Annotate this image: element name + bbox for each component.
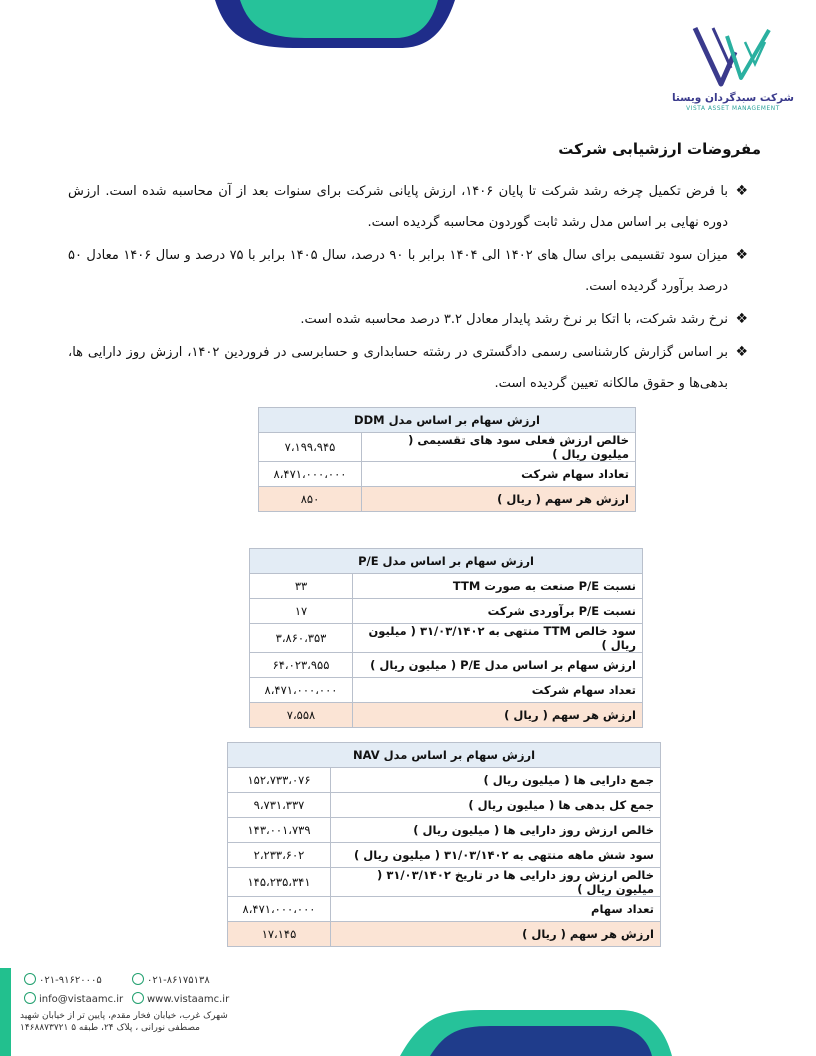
vista-logo-icon [691, 22, 775, 92]
row-label: سود خالص TTM منتهی به ۳۱/۰۳/۱۴۰۲ ( میلیون ریال ) [353, 624, 643, 653]
list-item-text: بر اساس گزارش کارشناسی رسمی دادگستری در رشته حسابداری و حسابرسی در فروردین ۱۴۰۲، ارزش روز دارایی ها، بدهی‌ها و حقوق مالکانه تعیین گردیده است. [68, 345, 728, 391]
table-row [228, 868, 661, 897]
email-icon [24, 992, 36, 1004]
list-item [68, 240, 748, 302]
list-item-text: نرخ رشد شرکت، با اتکا بر نرخ رشد پایدار معادل ۳.۲ درصد محاسبه شده است. [300, 312, 728, 327]
row-label: نسبت P/E برآوردی شرکت [353, 599, 643, 624]
row-value: ۱۷ [250, 599, 353, 624]
row-value: ۸،۴۷۱،۰۰۰،۰۰۰ [259, 462, 362, 487]
footer-website-link[interactable]: www.vistaamc.ir [132, 993, 229, 1005]
address-line-2: مصطفی نورانی ، پلاک ۲۴، طبقه ۵ ۱۴۶۸۸۷۳۷۲۱ [20, 1022, 200, 1033]
row-label: ارزش هر سهم ( ریال ) [353, 703, 643, 728]
table-row [250, 653, 643, 678]
row-value: ۸،۴۷۱،۰۰۰،۰۰۰ [228, 897, 331, 922]
footer-phone-2[interactable]: ۰۲۱-۸۶۱۷۵۱۳۸ [132, 974, 210, 986]
row-value: ۸۵۰ [259, 487, 362, 512]
list-item [68, 176, 748, 238]
table-row-highlight [259, 487, 636, 512]
row-value: ۸،۴۷۱،۰۰۰،۰۰۰ [250, 678, 353, 703]
list-item [68, 337, 748, 399]
row-value: ۱۴۳،۰۰۱،۷۳۹ [228, 818, 331, 843]
row-value: ۹،۷۳۱،۳۳۷ [228, 793, 331, 818]
row-value: ۱۴۵،۲۳۵،۳۴۱ [228, 868, 331, 897]
row-label: تعداد سهام شرکت [353, 678, 643, 703]
row-label: سود شش ماهه منتهی به ۳۱/۰۳/۱۴۰۲ ( میلیون ریال ) [331, 843, 661, 868]
row-label: ارزش هر سهم ( ریال ) [331, 922, 661, 947]
table-row [250, 574, 643, 599]
row-label: جمع دارایی ها ( میلیون ریال ) [331, 768, 661, 793]
table-row [228, 843, 661, 868]
list-item-text: میزان سود تقسیمی برای سال های ۱۴۰۲ الی ۱۴۰۴ برابر با ۹۰ درصد، سال ۱۴۰۵ برابر با ۷۵ درصد و سال ۱۴۰۶ معادل ۵۰ درصد برآورد گردیده است. [68, 248, 729, 294]
diamond-bullet-icon: ❖ [735, 247, 748, 263]
diamond-bullet-icon: ❖ [735, 311, 748, 327]
row-label: خالص ارزش روز دارایی ها ( میلیون ریال ) [331, 818, 661, 843]
row-label: تعداد سهام [331, 897, 661, 922]
row-label: ارزش سهام بر اساس مدل P/E ( میلیون ریال ) [353, 653, 643, 678]
table-title: ارزش سهام بر اساس مدل P/E [250, 549, 643, 574]
table-row-highlight [228, 922, 661, 947]
footer-accent-bar [0, 968, 11, 1056]
list-item-text: با فرض تکمیل چرخه رشد شرکت تا پایان ۱۴۰۶، ارزش پایانی شرکت برای سنوات بعد از آن محاسبه شده است. ارزش دوره نهایی بر اساس مدل رشد ثابت گوردون محاسبه گردیده است. [68, 184, 728, 230]
row-label: خالص ارزش روز دارایی ها در تاریخ ۳۱/۰۳/۱۴۰۲ ( میلیون ریال ) [331, 868, 661, 897]
table-row [259, 462, 636, 487]
company-logo [672, 22, 794, 126]
table-row [250, 678, 643, 703]
table-title: ارزش سهام بر اساس مدل DDM [259, 408, 636, 433]
assumption-list [68, 176, 748, 401]
row-value: ۷،۵۵۸ [250, 703, 353, 728]
row-value: ۳،۸۶۰،۳۵۳ [250, 624, 353, 653]
diamond-bullet-icon: ❖ [735, 183, 748, 199]
ddm-valuation-table [258, 407, 636, 512]
table-row [250, 624, 643, 653]
footer-email-link[interactable]: info@vistaamc.ir [24, 993, 123, 1005]
table-title: ارزش سهام بر اساس مدل NAV [228, 743, 661, 768]
table-row [228, 768, 661, 793]
phone-icon [24, 973, 36, 985]
footer-contact [0, 968, 240, 1056]
footer-phone-1[interactable]: ۰۲۱-۹۱۶۲۰۰۰۵ [24, 974, 102, 986]
table-row [250, 599, 643, 624]
row-value: ۳۳ [250, 574, 353, 599]
logo-name-fa: شرکت سبدگردان ویستا [671, 92, 794, 104]
page-title: مفروضات ارزشیابی شرکت [558, 140, 761, 158]
diamond-bullet-icon: ❖ [735, 344, 748, 360]
row-label: خالص ارزش فعلی سود های تقسیمی ( میلیون ریال ) [362, 433, 636, 462]
address-line-1: شهرک غرب، خیابان فخار مقدم، پایین تر از خیابان شهید [20, 1011, 228, 1021]
globe-icon [132, 992, 144, 1004]
fax-icon [132, 973, 144, 985]
table-row-highlight [250, 703, 643, 728]
row-label: ارزش هر سهم ( ریال ) [362, 487, 636, 512]
row-label: تعاداد سهام شرکت [362, 462, 636, 487]
list-item [68, 304, 748, 335]
row-value: ۲،۲۳۳،۶۰۲ [228, 843, 331, 868]
footer-address [20, 1011, 230, 1034]
logo-name-en: VISTA ASSET MANAGEMENT [686, 106, 780, 112]
table-row [259, 433, 636, 462]
row-value: ۷،۱۹۹،۹۴۵ [259, 433, 362, 462]
row-label: جمع کل بدهی ها ( میلیون ریال ) [331, 793, 661, 818]
table-row [228, 818, 661, 843]
row-label: نسبت P/E صنعت به صورت TTM [353, 574, 643, 599]
pe-valuation-table [249, 548, 643, 728]
table-row [228, 793, 661, 818]
row-value: ۱۵۲،۷۳۳،۰۷۶ [228, 768, 331, 793]
table-row [228, 897, 661, 922]
row-value: ۱۷،۱۴۵ [228, 922, 331, 947]
row-value: ۶۴،۰۲۳،۹۵۵ [250, 653, 353, 678]
nav-valuation-table [227, 742, 661, 947]
